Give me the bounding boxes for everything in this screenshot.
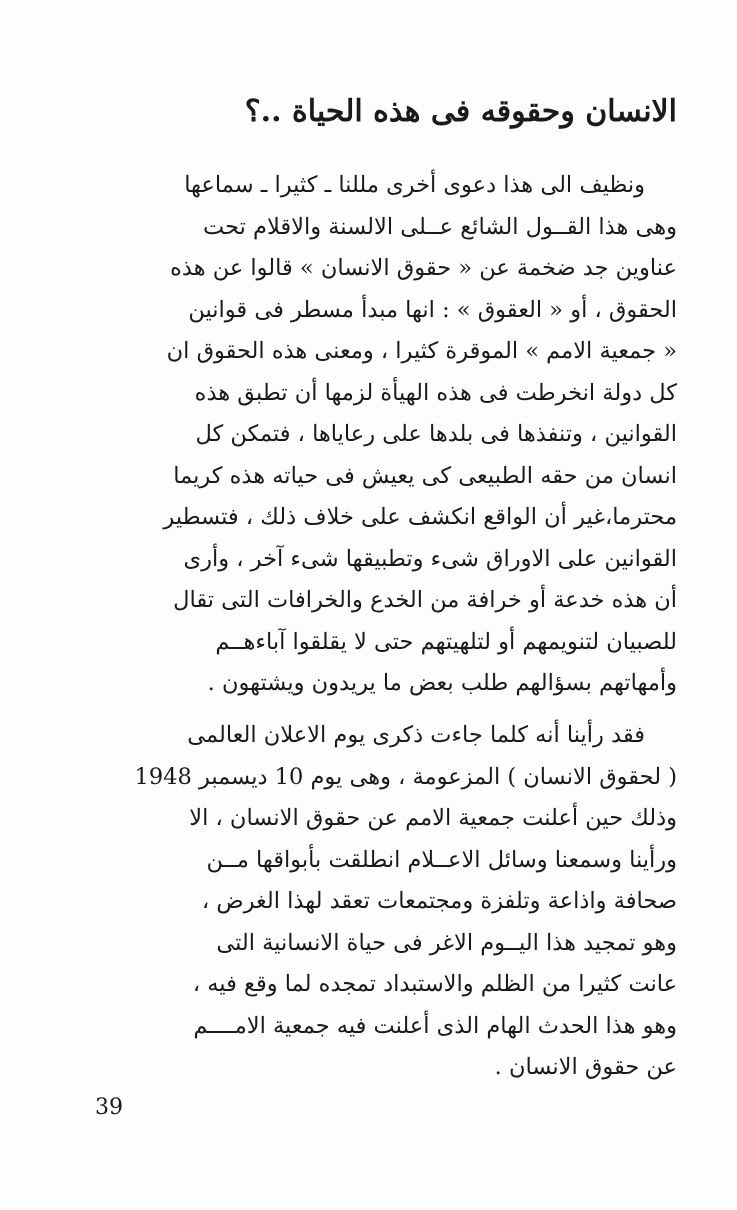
text-line: الحقوق ، أو « العقوق » : انها مبدأ مسطر فى قوانين [188, 296, 677, 323]
text-line: وذلك حين أعلنت جمعية الامم عن حقوق الانسان ، الا [189, 805, 677, 831]
text-line: القوانين على الاوراق شىء وتطبيقها شىء آخر ، وأرى [183, 545, 677, 572]
text-line: محترما،غير أن الواقع انكشف على خلاف ذلك ، فتسطير [163, 504, 677, 530]
text-line: عانت كثيرا من الظلم والاستبداد تمجده لما وقع فيه ، [192, 971, 677, 997]
text-line: انسان من حقه الطبيعى كى يعيش فى حياته هذه كريما [173, 462, 677, 489]
text-line: وأمهاتهم بسؤالهم طلب بعض ما يريدون ويشتهون . [207, 670, 677, 696]
text-line: « جمعية الامم » الموقرة كثيرا ، ومعنى هذه الحقوق ان [166, 338, 677, 364]
page-number: 39 [95, 1095, 123, 1120]
text-line: القوانين ، وتنفذها فى بلدها على رعاياها ، فتمكن كل [195, 421, 677, 447]
text-line: للصبيان لتنويمهم أو لتلهيتهم حتى لا يقلقوا آباءهــم [215, 628, 677, 655]
paragraph-1 [97, 165, 677, 705]
text-line: صحافة واذاعة وتلفزة ومجتمعات تعقد لهذا الغرض ، [202, 888, 677, 914]
paragraph-2 [97, 715, 677, 1089]
text-line: ونظيف الى هذا دعوى أخرى مللنا ـ كثيرا ـ سماعها [184, 172, 645, 198]
text-line: وهو تمجيد هذا اليــوم الاغر فى حياة الانسانية التى [216, 929, 677, 956]
text-line: عن حقوق الانسان . [494, 1054, 677, 1080]
text-line: عناوين جد ضخمة عن « حقوق الانسان » قالوا عن هذه [170, 255, 677, 281]
text-line: وهو هذا الحدث الهام الذى أعلنت فيه جمعية الامــــم [193, 1012, 677, 1039]
text-line: أن هذه خدعة أو خرافة من الخدع والخرافات التى تقال [173, 587, 677, 613]
page-title: الانسان وحقوقه فى هذه الحياة ..؟ [244, 94, 677, 129]
text-line: وهى هذا القــول الشائع عــلى الالسنة والاقلام تحت [202, 213, 677, 240]
text-line: فقد رأينا أنه كلما جاءت ذكرى يوم الاعلان العالمى [187, 722, 645, 748]
text-line: كل دولة انخرطت فى هذه الهيأة لزمها أن تطبق هذه [194, 379, 677, 406]
text-line: ( لحقوق الانسان ) المزعومة ، وهى يوم 10 ديسمبر 1948 [134, 763, 677, 790]
text-line: ورأينا وسمعنا وسائل الاعــلام انطلقت بأبواقها مــن [206, 846, 677, 873]
